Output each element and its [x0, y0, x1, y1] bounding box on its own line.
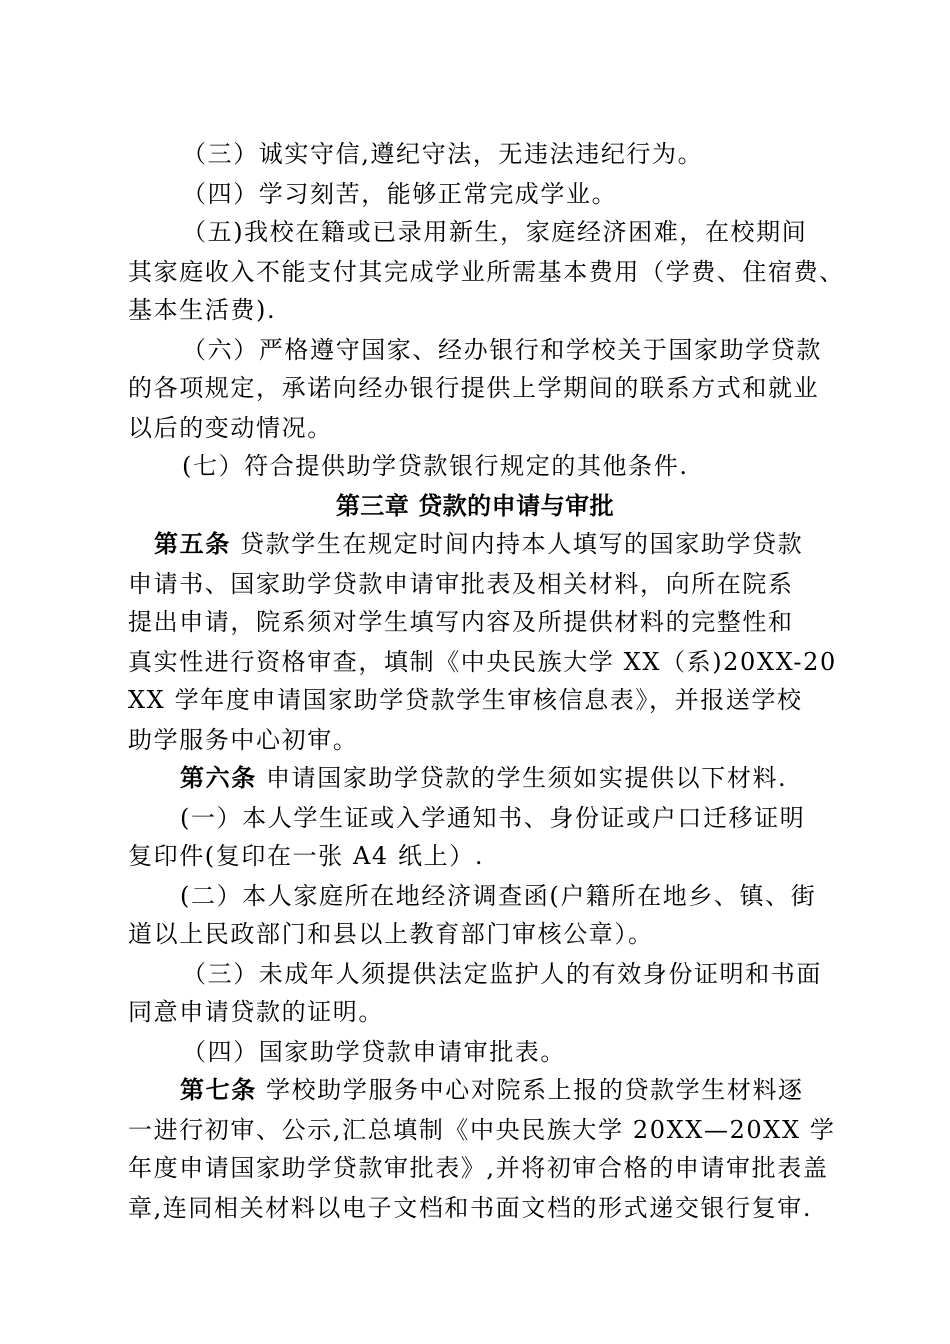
- text-line: （四）学习刻苦，能够正常完成学业。: [182, 180, 618, 208]
- text-line: (二）本人家庭所在地经济调查函(户籍所在地乡、镇、街: [180, 882, 817, 910]
- article-text: 学校助学服务中心对院系上报的贷款学生材料逐: [256, 1076, 804, 1104]
- text-line: （四）国家助学贷款申请审批表。: [182, 1038, 566, 1066]
- article-label: 第七条: [180, 1075, 257, 1104]
- text-line: 同意申请贷款的证明。: [128, 998, 384, 1026]
- text-line: 真实性进行资格审查，填制《中央民族大学 XX（系)20XX-20: [128, 648, 837, 676]
- article-line: [180, 760, 787, 796]
- text-line: 年度申请国家助学贷款审批表》,并将初审合格的申请审批表盖: [128, 1154, 829, 1182]
- text-line: 章,连同相关材料以电子文档和书面文档的形式递交银行复审.: [128, 1194, 813, 1222]
- text-line: （五)我校在籍或已录用新生，家庭经济困难，在校期间: [182, 218, 808, 246]
- text-line: 其家庭收入不能支付其完成学业所需基本费用（学费、住宿费、: [128, 258, 845, 286]
- text-line: 一进行初审、公示,汇总填制《中央民族大学 20XX—20XX 学: [128, 1116, 836, 1144]
- text-line: (七）符合提供助学贷款银行规定的其他条件.: [182, 452, 689, 480]
- text-line: (一）本人学生证或入学通知书、身份证或户口迁移证明: [180, 804, 806, 832]
- text-line: 复印件(复印在一张 A4 纸上）.: [128, 842, 485, 870]
- text-line: XX 学年度申请国家助学贷款学生审核信息表》，并报送学校: [128, 686, 803, 714]
- article-label: 第五条: [154, 529, 231, 558]
- text-line: 以后的变动情况。: [128, 414, 333, 442]
- text-line: 的各项规定，承诺向经办银行提供上学期间的联系方式和就业: [128, 374, 820, 402]
- article-label: 第六条: [180, 763, 257, 792]
- article-text: 贷款学生在规定时间内持本人填写的国家助学贷款: [230, 530, 804, 558]
- text-line: （三）未成年人须提供法定监护人的有效身份证明和书面: [182, 960, 822, 988]
- text-line: （三）诚实守信,遵纪守法，无违法违纪行为。: [182, 140, 704, 168]
- text-line: 申请书、国家助学贷款申请审批表及相关材料，向所在院系: [128, 570, 794, 598]
- text-line: （六）严格遵守国家、经办银行和学校关于国家助学贷款: [182, 336, 822, 364]
- article-line: [180, 1072, 804, 1108]
- text-line: 基本生活费).: [128, 296, 277, 324]
- text-line: 提出申请，院系须对学生填写内容及所提供材料的完整性和: [128, 608, 794, 636]
- chapter-heading: 第三章 贷款的申请与审批: [335, 492, 615, 520]
- text-line: 助学服务中心初审。: [128, 726, 359, 754]
- text-line: 道以上民政部门和县以上教育部门审核公章）。: [128, 920, 654, 948]
- article-text: 申请国家助学贷款的学生须如实提供以下材料.: [256, 764, 788, 792]
- article-line: [154, 526, 803, 562]
